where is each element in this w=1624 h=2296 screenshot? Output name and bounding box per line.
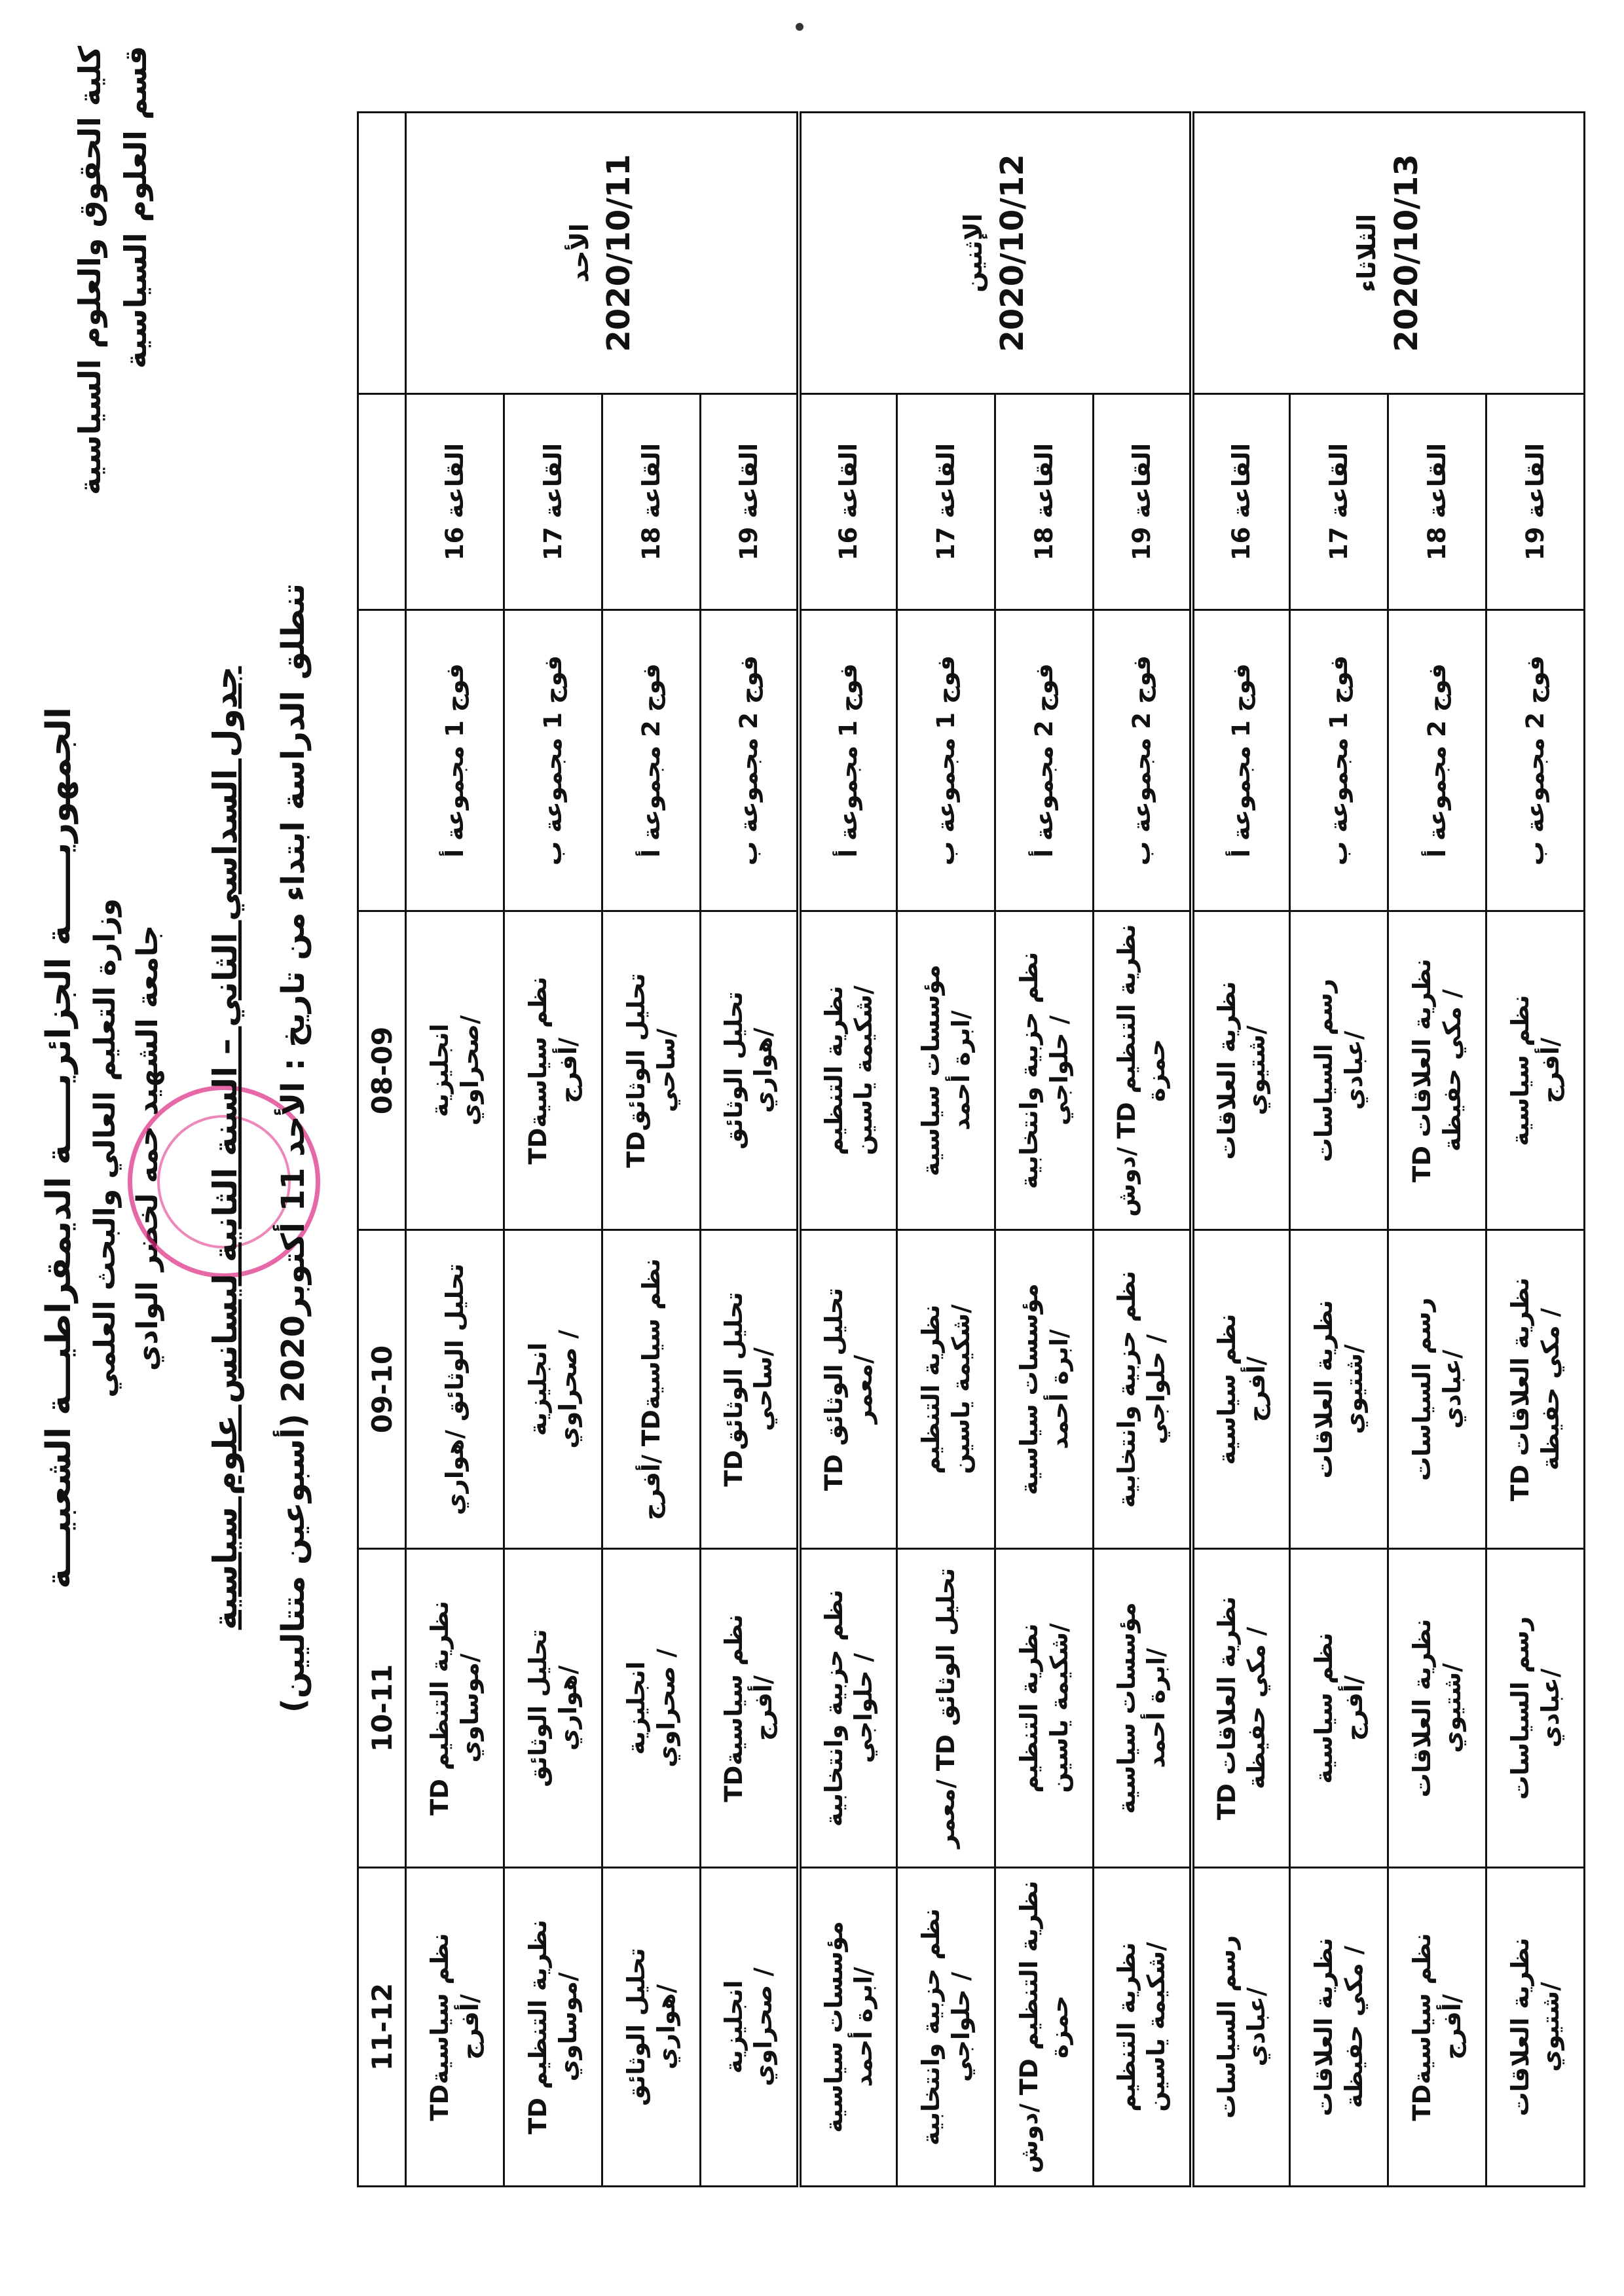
session-cell bbox=[1192, 1230, 1290, 1549]
session-cell bbox=[406, 1868, 504, 2187]
course-name: تحليل الوثائق TD bbox=[819, 1287, 848, 1491]
course-name: انجليزية bbox=[720, 1980, 748, 2074]
course-name: نظرية التنظيم bbox=[1015, 1623, 1044, 1793]
course-name: نظرية التنظيم bbox=[1113, 1942, 1141, 2112]
session-cell bbox=[799, 1868, 897, 2187]
session-cell bbox=[1290, 1549, 1388, 1868]
day-name: الأحد bbox=[564, 223, 594, 283]
instructor-name: /شتيوي bbox=[1437, 1663, 1466, 1753]
table-row bbox=[602, 113, 701, 2187]
course-name: رسم السياسات bbox=[1408, 1297, 1437, 1482]
session-cell bbox=[1486, 1230, 1585, 1549]
course-name: نظرية التنظيم TD /دوش bbox=[1015, 1880, 1044, 2174]
day-cell bbox=[406, 113, 799, 394]
day-date: 2020/10/13 bbox=[1388, 154, 1425, 352]
course-name: نظم سياسيةTD bbox=[1408, 1933, 1437, 2121]
session-cell bbox=[1094, 1549, 1192, 1868]
course-name: نظم حزبية وانتخابية bbox=[917, 1908, 946, 2146]
session-cell bbox=[799, 911, 897, 1230]
course-name: نظرية التنظيم TD /دوش bbox=[1113, 924, 1141, 1217]
department-header: قسم العلوم السياسية bbox=[118, 46, 153, 369]
session-cell bbox=[1094, 1230, 1192, 1549]
course-name: رسم السياسات bbox=[1212, 1935, 1241, 2119]
room-cell: القاعة 17 bbox=[504, 394, 602, 610]
time-slot-header: 08-09 bbox=[358, 911, 406, 1230]
session-cell bbox=[1388, 1549, 1486, 1868]
session-cell bbox=[995, 911, 1094, 1230]
room-cell: القاعة 17 bbox=[897, 394, 995, 610]
instructor-name: /عبادي bbox=[1536, 1668, 1564, 1748]
course-name: تحليل الوثائق bbox=[720, 991, 748, 1150]
table-row bbox=[1388, 113, 1486, 2187]
course-name: نظرية العلاقات TD bbox=[1506, 1277, 1535, 1501]
room-cell: القاعة 19 bbox=[1486, 394, 1585, 610]
session-cell bbox=[406, 911, 504, 1230]
group-cell: فوج 2 مجموعة ب bbox=[701, 610, 799, 911]
session-cell bbox=[897, 1868, 995, 2187]
room-cell: القاعة 16 bbox=[799, 394, 897, 610]
day-cell bbox=[1192, 113, 1585, 394]
session-cell bbox=[1192, 911, 1290, 1230]
course-name: نظرية العلاقات bbox=[1212, 981, 1241, 1160]
session-cell bbox=[1388, 1868, 1486, 2187]
instructor-name: حمزة bbox=[1142, 1038, 1171, 1102]
schedule-table bbox=[357, 111, 1585, 2187]
day-name: الإثنين bbox=[959, 213, 988, 293]
time-slot-header-row bbox=[358, 113, 406, 2187]
republic-header: الجمهوريــــــة الجزائريـــــة الديمقراطيـــة الشعبيـــة bbox=[39, 707, 79, 1589]
course-name: نظرية العلاقات bbox=[1506, 1937, 1535, 2117]
group-cell: فوج 1 مجموعة ب bbox=[897, 610, 995, 911]
table-row bbox=[1192, 113, 1290, 2187]
session-cell bbox=[799, 1549, 897, 1868]
instructor-name: /هواري bbox=[553, 1665, 582, 1751]
instructor-name: /عبادي bbox=[1339, 1030, 1368, 1110]
session-cell bbox=[995, 1549, 1094, 1868]
session-cell bbox=[1486, 1868, 1585, 2187]
punch-hole-mark bbox=[796, 23, 803, 31]
instructor-name: / صحراوي bbox=[749, 1967, 778, 2086]
session-cell bbox=[602, 1868, 701, 2187]
instructor-name: / مكي حفيظة bbox=[1339, 1946, 1368, 2109]
group-cell: فوج 1 مجموعة أ bbox=[799, 610, 897, 911]
table-row bbox=[799, 113, 897, 2187]
instructor-name: /شتيوي bbox=[1339, 1344, 1368, 1434]
session-cell bbox=[1388, 911, 1486, 1230]
table-row bbox=[504, 113, 602, 2187]
instructor-name: /ابرة أحمد bbox=[1044, 1329, 1073, 1449]
course-name: نظرية العلاقات bbox=[1310, 1300, 1338, 1479]
course-name: انجليزية bbox=[622, 1661, 651, 1755]
group-cell: فوج 2 مجموعة ب bbox=[1486, 610, 1585, 911]
university-header: جامعة الشهيد حمه لخضر الوادي bbox=[131, 924, 164, 1372]
instructor-name: /أفرج bbox=[749, 1675, 778, 1741]
session-cell bbox=[1486, 1549, 1585, 1868]
day-date: 2020/10/11 bbox=[600, 154, 638, 352]
session-cell bbox=[897, 1549, 995, 1868]
instructor-name: /شتيوي bbox=[1536, 1982, 1564, 2072]
course-name: نظم سياسية bbox=[1310, 1632, 1338, 1784]
group-cell: فوج 1 مجموعة أ bbox=[406, 610, 504, 911]
table-row bbox=[995, 113, 1094, 2187]
day-name: الثلاثاء bbox=[1352, 213, 1382, 293]
table-row bbox=[1290, 113, 1388, 2187]
course-name: مؤسسات سياسية bbox=[1015, 1283, 1044, 1495]
table-row bbox=[1486, 113, 1585, 2187]
instructor-name: /أفرج bbox=[1437, 1994, 1466, 2060]
group-cell: فوج 1 مجموعة ب bbox=[1290, 610, 1388, 911]
day-date: 2020/10/12 bbox=[994, 154, 1031, 352]
session-cell bbox=[995, 1230, 1094, 1549]
course-name: نظرية التنظيم bbox=[917, 1304, 946, 1474]
session-cell bbox=[504, 1549, 602, 1868]
course-name: رسم السياسات bbox=[1310, 978, 1338, 1163]
instructor-name: /أفرج bbox=[1339, 1675, 1368, 1741]
session-cell bbox=[1192, 1549, 1290, 1868]
instructor-name: /عبادي bbox=[1437, 1349, 1466, 1429]
time-slot-header: 11-12 bbox=[358, 1868, 406, 2187]
instructor-name: / حلواجي bbox=[946, 1971, 975, 2083]
course-name: نظرية العلاقات TD bbox=[1212, 1596, 1241, 1820]
room-cell: القاعة 16 bbox=[406, 394, 504, 610]
empty-header-cell bbox=[358, 610, 406, 911]
instructor-name: / مكي حفيظة bbox=[1437, 989, 1466, 1152]
session-cell bbox=[1290, 911, 1388, 1230]
room-cell: القاعة 17 bbox=[1290, 394, 1388, 610]
session-cell bbox=[1192, 1868, 1290, 2187]
instructor-name: / حلواجي bbox=[1142, 1334, 1171, 1445]
instructor-name: /معمر bbox=[849, 1355, 877, 1424]
session-cell bbox=[897, 911, 995, 1230]
session-cell bbox=[701, 1868, 799, 2187]
instructor-name: /ابرة أحمد bbox=[849, 1967, 877, 2087]
session-cell bbox=[406, 1549, 504, 1868]
time-slot-header: 09-10 bbox=[358, 1230, 406, 1549]
instructor-name: /ساحي bbox=[652, 1029, 680, 1112]
instructor-name: / صحراوي bbox=[652, 1649, 680, 1768]
schedule-subtitle: تنطلق الدراسة ابتداء من تاريخ : الأحد 11 أكتوبر2020 (أسبوعين متتاليين) bbox=[275, 583, 312, 1713]
session-cell bbox=[1094, 1868, 1192, 2187]
instructor-name: /شكيمة ياسين bbox=[1044, 1623, 1073, 1793]
instructor-name: /هواري bbox=[749, 1027, 778, 1114]
group-cell: فوج 2 مجموعة أ bbox=[1388, 610, 1486, 911]
course-name: تحليل الوثائق bbox=[622, 1948, 651, 2106]
time-slot-header: 10-11 bbox=[358, 1549, 406, 1868]
session-cell bbox=[897, 1230, 995, 1549]
session-cell bbox=[1388, 1230, 1486, 1549]
group-cell: فوج 2 مجموعة أ bbox=[602, 610, 701, 911]
session-cell bbox=[1290, 1230, 1388, 1549]
session-cell bbox=[701, 1230, 799, 1549]
group-cell: فوج 2 مجموعة أ bbox=[995, 610, 1094, 911]
instructor-name: /شتيوي bbox=[1242, 1025, 1270, 1116]
table-row bbox=[1094, 113, 1192, 2187]
course-name: نظم حزبية وانتخابية bbox=[1015, 951, 1044, 1190]
session-cell bbox=[1486, 911, 1585, 1230]
instructor-name: /هواري bbox=[652, 1984, 680, 2070]
instructor-name: /ابرة أحمد bbox=[1142, 1648, 1171, 1768]
instructor-name: /شكيمة ياسين bbox=[1142, 1942, 1171, 2112]
room-cell: القاعة 18 bbox=[602, 394, 701, 610]
instructor-name: / مكي حفيظة bbox=[1242, 1627, 1270, 1790]
course-name: نظرية العلاقات TD bbox=[1408, 958, 1437, 1182]
course-name: نظم سياسيةTD /أفرج bbox=[637, 1258, 665, 1521]
course-name: نظرية التنظيم bbox=[819, 985, 848, 1156]
course-name: تحليل الوثائقTD bbox=[720, 1292, 748, 1487]
instructor-name: /ابرة أحمد bbox=[946, 1010, 975, 1131]
course-name: مؤسسات سياسية bbox=[917, 964, 946, 1176]
course-name: نظم سياسيةTD bbox=[426, 1933, 454, 2121]
course-name: انجليزية bbox=[426, 1023, 454, 1118]
session-cell bbox=[602, 911, 701, 1230]
instructor-name: / حلواجي bbox=[1044, 1015, 1073, 1126]
session-cell bbox=[602, 1549, 701, 1868]
course-name: تحليل الوثائق bbox=[524, 1629, 553, 1787]
session-cell bbox=[504, 1868, 602, 2187]
course-name: رسم السياسات bbox=[1506, 1616, 1535, 1800]
session-cell bbox=[602, 1230, 701, 1549]
course-name: نظم حزبية وانتخابية bbox=[1113, 1270, 1141, 1508]
instructor-name: / حلواجي bbox=[849, 1652, 877, 1764]
session-cell bbox=[995, 1868, 1094, 2187]
instructor-name: /أفرج bbox=[1536, 1037, 1564, 1104]
course-name: نظرية التنظيم TD bbox=[524, 1920, 553, 2134]
empty-header-cell bbox=[358, 113, 406, 394]
faculty-header: كلية الحقوق والعلوم السياسية bbox=[72, 46, 107, 496]
course-name: نظرية التنظيم TD bbox=[426, 1601, 454, 1815]
course-name: نظم سياسيةTD bbox=[524, 976, 553, 1165]
room-cell: القاعة 18 bbox=[995, 394, 1094, 610]
room-cell: القاعة 16 bbox=[1192, 394, 1290, 610]
table-row bbox=[701, 113, 799, 2187]
course-name: نظم سياسية bbox=[1506, 994, 1535, 1146]
instructor-name: /موساوي bbox=[455, 1653, 484, 1763]
course-name: نظم سياسية bbox=[1212, 1313, 1241, 1465]
session-cell bbox=[799, 1230, 897, 1549]
instructor-name: حمزة bbox=[1044, 1995, 1073, 2059]
course-name: نظم حزبية وانتخابية bbox=[819, 1589, 848, 1827]
session-cell bbox=[701, 911, 799, 1230]
course-name: مؤسسات سياسية bbox=[819, 1921, 848, 2133]
instructor-name: /شكيمة ياسين bbox=[849, 985, 877, 1156]
group-cell: فوج 1 مجموعة ب bbox=[504, 610, 602, 911]
course-name: نظرية العلاقات bbox=[1310, 1937, 1338, 2117]
ministry-header: وزارة التعليم العالي والبحث العلمي bbox=[88, 898, 122, 1398]
session-cell bbox=[504, 911, 602, 1230]
table-row bbox=[406, 113, 504, 2187]
room-cell: القاعة 19 bbox=[701, 394, 799, 610]
session-cell bbox=[406, 1230, 504, 1549]
instructor-name: /صحراوي bbox=[455, 1015, 484, 1126]
session-cell bbox=[1094, 911, 1192, 1230]
instructor-name: / صحراوي bbox=[553, 1330, 582, 1449]
instructor-name: /أفرج bbox=[455, 1994, 484, 2060]
table-row bbox=[897, 113, 995, 2187]
instructor-name: /ساحي bbox=[749, 1347, 778, 1431]
day-cell bbox=[799, 113, 1192, 394]
instructor-name: /موساوي bbox=[553, 1972, 582, 2082]
group-cell: فوج 2 مجموعة ب bbox=[1094, 610, 1192, 911]
course-name: تحليل الوثائقTD bbox=[622, 973, 651, 1168]
session-cell bbox=[701, 1549, 799, 1868]
session-cell bbox=[504, 1230, 602, 1549]
instructor-name: /أفرج bbox=[553, 1037, 582, 1104]
group-cell: فوج 1 مجموعة أ bbox=[1192, 610, 1290, 911]
instructor-name: /أفرج bbox=[1242, 1356, 1270, 1423]
instructor-name: /شكيمة ياسين bbox=[946, 1304, 975, 1474]
course-name: تحليل الوثائق TD /معمر bbox=[931, 1567, 960, 1849]
room-cell: القاعة 19 bbox=[1094, 394, 1192, 610]
course-name: نظم سياسيةTD bbox=[720, 1614, 748, 1802]
room-cell: القاعة 18 bbox=[1388, 394, 1486, 610]
course-name: تحليل الوثائق /هواري bbox=[440, 1263, 469, 1516]
course-name: مؤسسات سياسية bbox=[1113, 1602, 1141, 1814]
session-cell bbox=[1290, 1868, 1388, 2187]
instructor-name: / مكي حفيظة bbox=[1536, 1308, 1564, 1471]
course-name: انجليزية bbox=[524, 1342, 553, 1436]
course-name: نظرية العلاقات bbox=[1408, 1618, 1437, 1798]
instructor-name: /عبادي bbox=[1242, 1987, 1270, 2067]
schedule-title: جدول السداسي الثاني – السنة الثانية ليسانس علوم سياسية bbox=[206, 666, 244, 1630]
empty-header-cell bbox=[358, 394, 406, 610]
